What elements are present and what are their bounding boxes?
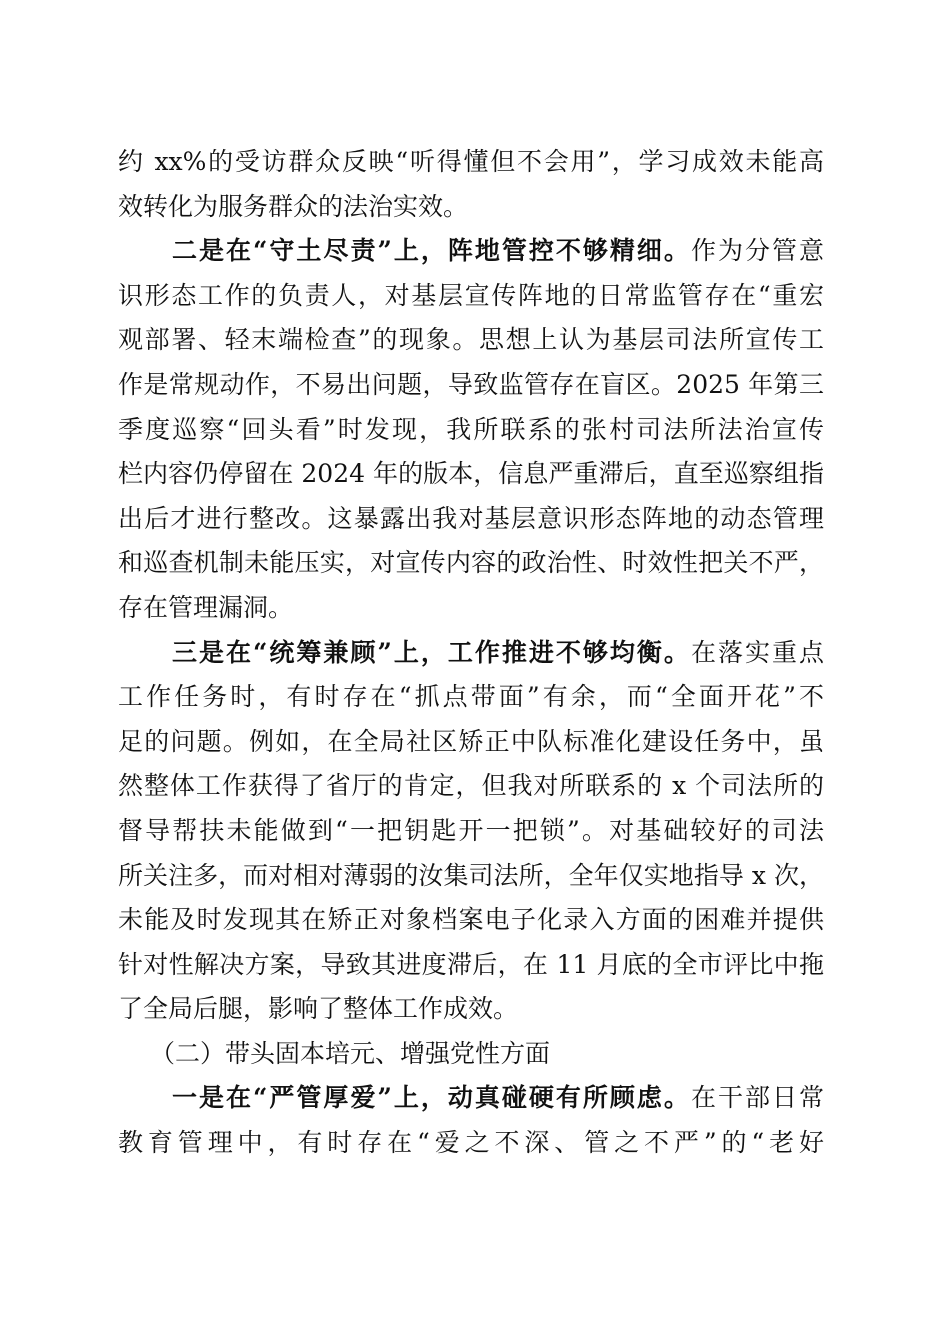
body-text: 在落实重点 [690, 637, 824, 667]
body-line: 约 xx%的受访群众反映“听得懂但不会用”，学习成效未能高 [118, 147, 824, 176]
paragraph-lead-line [118, 1076, 824, 1121]
body-line: 所关注多，而对相对薄弱的汝集司法所，全年仅实地指导 x 次， [118, 860, 824, 890]
body-line: 存在管理漏洞。 [118, 592, 294, 622]
body-line: 然整体工作获得了省厅的肯定，但我对所联系的 x 个司法所的 [118, 771, 824, 801]
bold-lead: 二是在“守土尽责”上，阵地管控不够精细。 [172, 236, 691, 266]
body-line: 工作任务时，有时存在“抓点带面”有余，而“全面开花”不 [118, 682, 824, 712]
body-line: 栏内容仍停留在 2024 年的版本，信息严重滞后，直至巡察组指 [118, 459, 824, 489]
body-line: 督导帮扶未能做到“一把钥匙开一把锁”。对基础较好的司法 [118, 815, 824, 845]
body-line: 教育管理中，有时存在“爱之不深、管之不严”的“老好 [118, 1128, 824, 1158]
paragraph-lead-line [118, 229, 824, 274]
body-line: 针对性解决方案，导致其进度滞后，在 11 月底的全市评比中拖 [118, 949, 824, 979]
bold-lead: 三是在“统筹兼顾”上，工作推进不够均衡。 [172, 637, 691, 667]
body-line: 识形态工作的负责人，对基层宣传阵地的日常监管存在“重宏 [118, 280, 824, 310]
paragraph-lead-line [118, 631, 824, 676]
body-line: 季度巡察“回头看”时发现，我所联系的张村司法所法治宣传 [118, 414, 824, 444]
section-heading: （二）带头固本培元、增强党性方面 [150, 1038, 551, 1068]
document-page [118, 140, 824, 1166]
body-text: 在干部日常 [690, 1083, 824, 1113]
body-line: 了全局后腿，影响了整体工作成效。 [118, 994, 519, 1024]
body-line: 未能及时发现其在矫正对象档案电子化录入方面的困难并提供 [118, 905, 824, 935]
bold-lead: 一是在“严管厚爱”上，动真碰硬有所顾虑。 [172, 1083, 691, 1113]
body-line: 观部署、轻末端检查”的现象。思想上认为基层司法所宣传工 [118, 325, 824, 355]
body-line: 作是常规动作，不易出问题，导致监管存在盲区。2025 年第三 [118, 369, 824, 399]
body-text: 作为分管意 [690, 236, 824, 266]
body-line: 效转化为服务群众的法治实效。 [118, 191, 469, 221]
body-line: 出后才进行整改。这暴露出我对基层意识形态阵地的动态管理 [118, 503, 824, 533]
body-line: 和巡查机制未能压实，对宣传内容的政治性、时效性把关不严， [118, 548, 824, 578]
body-line: 足的问题。例如，在全局社区矫正中队标准化建设任务中，虽 [118, 726, 824, 756]
